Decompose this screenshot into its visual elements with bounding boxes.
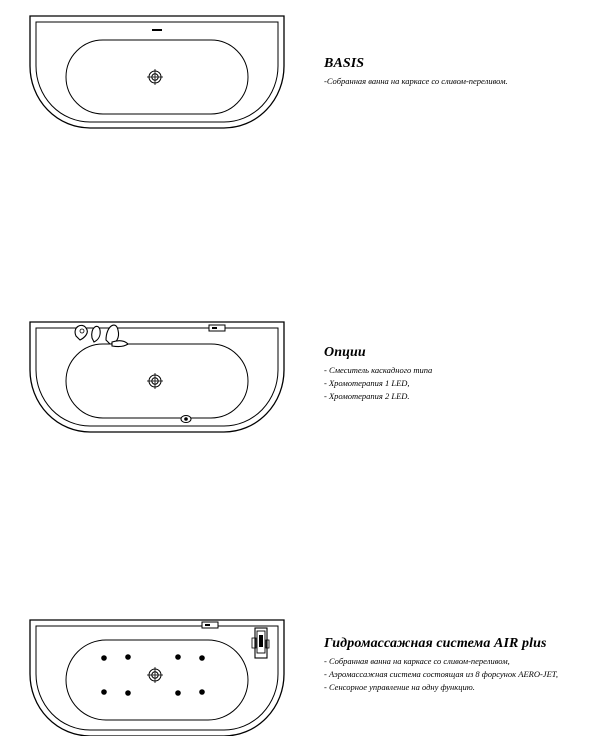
drain-icon — [147, 373, 163, 389]
air-jet-icon — [199, 655, 205, 661]
bathtub-options-drawing — [28, 316, 286, 434]
drain-icon — [147, 69, 163, 85]
chromotherapy-led-icon — [181, 416, 191, 423]
air-jet-icon — [199, 689, 205, 695]
bathtub-basis-drawing — [28, 14, 286, 130]
air-plus-item-1: - Собранная ванна на каркасе со сливом-переливом, — [324, 656, 510, 666]
air-plus-item-3: - Сенсорное управление на одну функцию. — [324, 682, 475, 692]
options-item-3: - Хромотерапия 2 LED. — [324, 391, 410, 401]
basis-description — [324, 56, 508, 88]
air-jet-icon — [175, 690, 181, 696]
air-jet-icon — [125, 690, 131, 696]
overflow-control-icon — [202, 622, 218, 628]
section-title-basis: BASIS — [324, 56, 365, 71]
air-jet-icon — [101, 689, 107, 695]
air-jet-icon — [101, 655, 107, 661]
basis-item-1: -Собранная ванна на каркасе со сливом-переливом. — [324, 76, 508, 86]
air-blower-unit-icon — [252, 628, 269, 658]
bathtub-air-plus-drawing — [28, 614, 286, 736]
air-jet-icon — [175, 654, 181, 660]
section-title-air-plus: Гидромассажная система AIR plus — [324, 636, 547, 651]
air-plus-item-2: - Аэромассажная система состоящая из 8 форсунок AERO-JET, — [324, 669, 558, 679]
options-item-2: - Хромотерапия 1 LED, — [324, 378, 410, 388]
options-item-1: - Смеситель каскадного типа — [324, 365, 433, 375]
section-title-options: Опции — [324, 345, 366, 360]
options-description — [324, 345, 432, 403]
overflow-control-icon — [209, 325, 225, 331]
drain-icon — [147, 667, 163, 683]
air-jet-icon — [125, 654, 131, 660]
air-plus-description — [324, 636, 558, 694]
